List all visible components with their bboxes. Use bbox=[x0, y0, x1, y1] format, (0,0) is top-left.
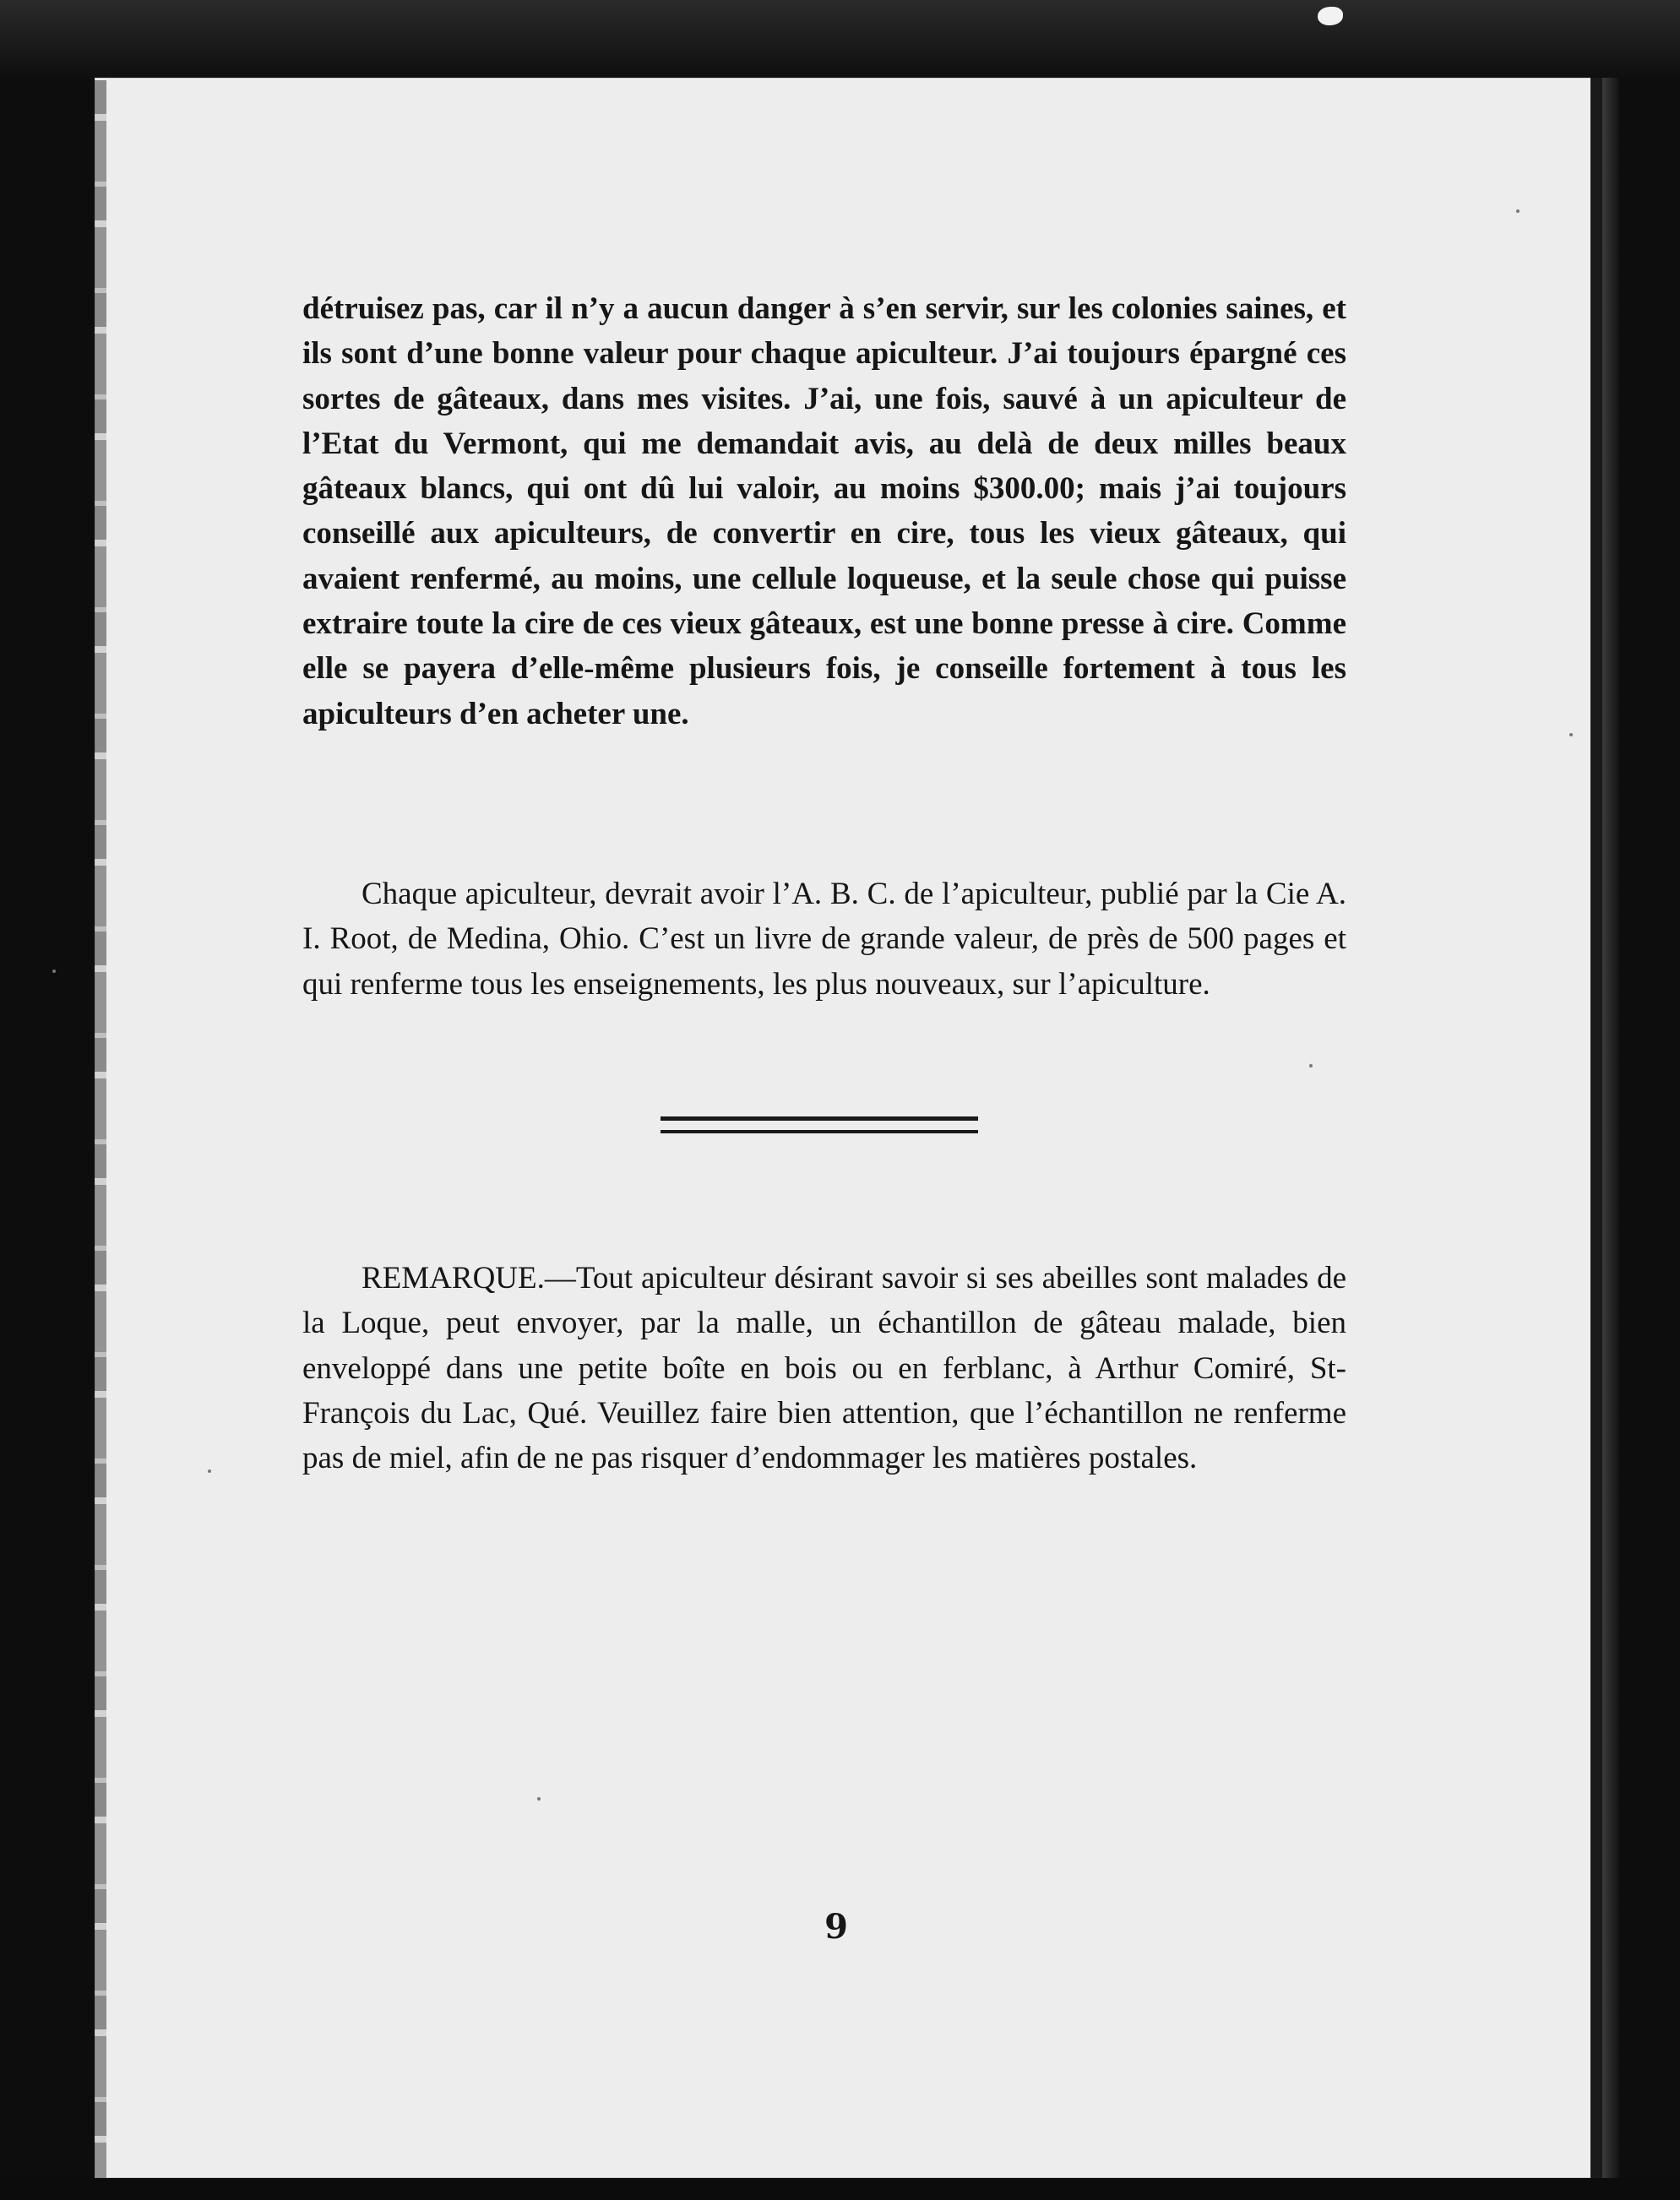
scan-speck bbox=[537, 1797, 541, 1801]
remark-paragraph: REMARQUE.—Tout apiculteur désirant savoir si ses abeilles sont malades de la Loque, peut envoyer, par la malle, un échantillon de gâteau malade, bien enveloppé dans une petite boîte en bois ou en ferblanc, à Arthur Comiré, St-François du Lac, Qué. Veuillez faire bien attention, que l’échantillon ne renferme pas de miel, afin de ne pas risquer d’endommager les matières postales. bbox=[302, 1261, 1346, 1476]
page-right-edge bbox=[1590, 78, 1602, 2178]
scan-bottom-border bbox=[0, 2178, 1680, 2200]
page-left-edge bbox=[95, 80, 106, 2178]
section-divider-top-line bbox=[661, 1116, 978, 1121]
scan-artifact-mark bbox=[1318, 7, 1343, 25]
body-paragraph-1: détruisez pas, car il n’y a aucun danger à s’en servir, sur les colonies saines, et ils sont d’une bonne valeur pour chaque apiculteur. J’ai toujours épargné ces sortes de gâteaux, dans mes visites. J’ai, une fois, sauvé à un apiculteur de l’Etat du Vermont, qui me demandait avis, au delà de deux milles beaux gâteaux blancs, qui ont dû lui valoir, au moins $300.00; mais j’ai toujours conseillé aux apiculteurs, de convertir en cire, tous les vieux gâteaux, qui avaient renfermé, au moins, une cellule loqueuse, et la seule chose qui puisse extraire toute la cire de ces vieux gâteaux, est une bonne presse à cire. Comme elle se payera d’elle-même plusieurs fois, je conseille fortement à tous les apiculteurs d’en acheter une. bbox=[302, 291, 1346, 731]
scan-top-border bbox=[0, 0, 1680, 80]
scan-speck bbox=[1309, 1064, 1313, 1067]
scan-right-border bbox=[1602, 78, 1619, 2178]
page-number: 9 bbox=[824, 1907, 848, 1947]
scan-speck bbox=[1569, 733, 1573, 736]
scan-speck bbox=[52, 970, 56, 973]
section-divider-bottom-line bbox=[661, 1130, 978, 1133]
body-paragraph-2: Chaque apiculteur, devrait avoir l’A. B. C. de l’apiculteur, publié par la Cie A. I. Root, de Medina, Ohio. C’est un livre de grande valeur, de près de 500 pages et qui renferme tous les enseignements, les plus nouveaux, sur l’apiculture. bbox=[302, 877, 1346, 1002]
scan-speck bbox=[1516, 209, 1520, 213]
scan-speck bbox=[208, 1469, 211, 1473]
